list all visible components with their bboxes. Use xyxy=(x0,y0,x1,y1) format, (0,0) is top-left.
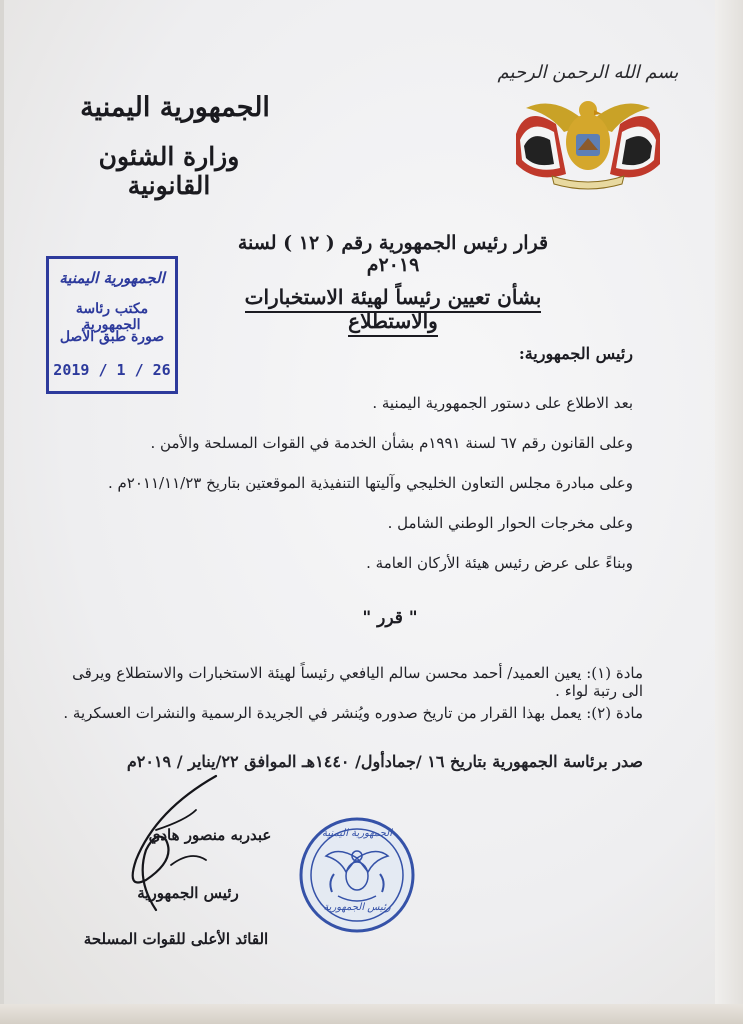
decree-subject xyxy=(228,285,558,333)
seal-bottom-text: رئيس الجمهورية xyxy=(323,902,391,913)
org-name-republic: الجمهورية اليمنية xyxy=(80,92,270,123)
stamp-certified: صورة طبق الأصل xyxy=(59,329,165,345)
basmala: بسم الله الرحمن الرحيم xyxy=(497,62,679,83)
recital-constitution: بعد الاطلاع على دستور الجمهورية اليمنية . xyxy=(372,394,633,412)
article-1: مادة (١): يعين العميد/ أحمد محسن سالم اليافعي رئيساً لهيئة الاستخبارات والاستطلاع ويرقى الى رتبة لواء . xyxy=(72,664,643,700)
signatory-name: عبدربه منصور هادي xyxy=(148,826,272,844)
org-name-ministry: وزارة الشئون القانونية xyxy=(98,142,240,200)
decree-word: " قرر " xyxy=(362,608,418,628)
signatory-title: رئيس الجمهورية xyxy=(137,884,239,902)
stamp-republic: الجمهورية اليمنية xyxy=(59,269,165,287)
recital-chief-of-staff: وبناءً على عرض رئيس هيئة الأركان العامة . xyxy=(366,554,633,572)
recital-gcc-initiative: وعلى مبادرة مجلس التعاون الخليجي وآليتها التنفيذية الموقعتين بتاريخ ٢٠١١/١١/٢٣م . xyxy=(107,474,633,492)
stamp-office: مكتب رئاسة الجمهورية xyxy=(75,301,149,333)
issued-date-line: صدر برئاسة الجمهورية بتاريخ ١٦ /جمادأول/ ١٤٤٠هـ الموافق ٢٢/يناير / ٢٠١٩م xyxy=(126,752,643,771)
decree-title: قرار رئيس الجمهورية رقم ( ١٢ ) لسنة ٢٠١٩م xyxy=(237,232,549,276)
recital-national-dialogue: وعلى مخرجات الحوار الوطني الشامل . xyxy=(387,514,633,532)
decree-subject-text: بشأن تعيين رئيساً لهيئة الاستخبارات والاستطلاع xyxy=(245,285,542,337)
recital-law-67: وعلى القانون رقم ٦٧ لسنة ١٩٩١م بشأن الخدمة في القوات المسلحة والأمن . xyxy=(150,434,633,452)
page-edge-left xyxy=(0,0,4,1024)
signatory-title-2: القائد الأعلى للقوات المسلحة xyxy=(83,930,269,948)
page-edge-bottom xyxy=(0,1004,743,1024)
president-label: رئيس الجمهورية: xyxy=(518,344,633,363)
certified-copy-stamp xyxy=(46,256,178,394)
seal-top-text: الجمهورية اليمنية xyxy=(321,828,392,839)
page-edge-right xyxy=(715,0,743,1024)
article-2: مادة (٢): يعمل بهذا القرار من تاريخ صدوره ويُنشر في الجريدة الرسمية والنشرات العسكرية . xyxy=(63,704,643,722)
stamp-date: 2019 / 1 / 26 xyxy=(53,361,171,379)
eagle-emblem-icon xyxy=(506,84,670,194)
